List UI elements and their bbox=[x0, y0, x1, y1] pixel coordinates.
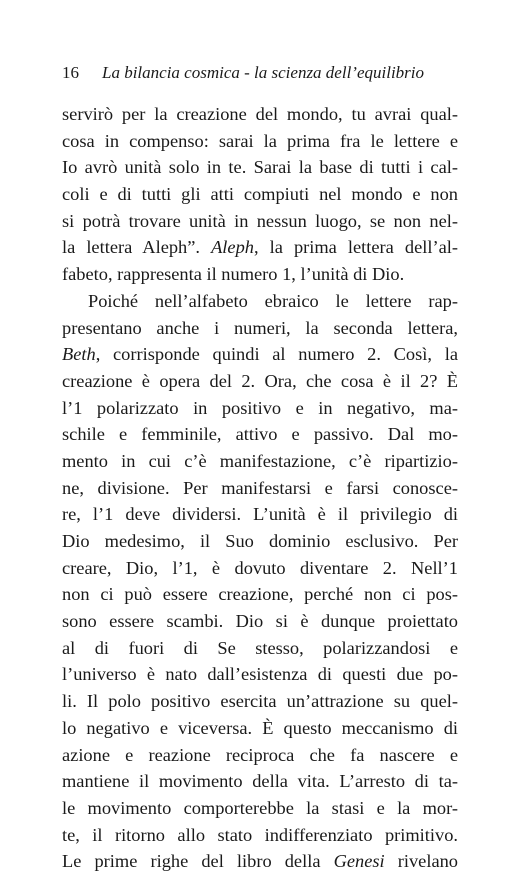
text-line: creazione è opera del 2. Ora, che cosa è il 2? È bbox=[62, 370, 458, 391]
text-line: al di fuori di Se stesso, polarizzandosi e bbox=[62, 637, 458, 658]
body-text bbox=[62, 101, 458, 875]
page-number: 16 bbox=[62, 63, 79, 82]
text-line: Poiché nell’alfabeto ebraico le lettere rap- bbox=[88, 290, 458, 311]
text-line: mantiene il movimento della vita. L’arresto di ta- bbox=[62, 771, 458, 792]
text-line: fabeto, rappresenta il numero 1, l’unità di Dio. bbox=[62, 264, 405, 285]
text-line: te, il ritorno allo stato indifferenziato primitivo. bbox=[62, 824, 458, 845]
text-line: l’1 polarizzato in positivo e in negativo, ma- bbox=[62, 397, 458, 418]
text-line: coli e di tutti gli atti compiuti nel mondo e non bbox=[62, 184, 458, 205]
text-line: creare, Dio, l’1, è dovuto diventare 2. Nell’1 bbox=[62, 557, 458, 578]
text-line: azione e reazione reciproca che fa nascere e bbox=[62, 744, 458, 765]
text-line: non ci può essere creazione, perché non ci pos- bbox=[62, 584, 458, 605]
text-line: Le prime righe del libro della Genesi rivelano bbox=[62, 851, 458, 872]
running-title: La bilancia cosmica - la scienza dell’equilibrio bbox=[102, 63, 425, 82]
text-line: le movimento comporterebbe la stasi e la mor- bbox=[62, 797, 458, 818]
text-line: si potrà trovare unità in nessun luogo, se non nel- bbox=[62, 210, 458, 231]
text-line: schile e femminile, attivo e passivo. Dal mo- bbox=[62, 424, 458, 445]
text-line: sono essere scambi. Dio si è dunque proiettato bbox=[62, 611, 458, 632]
text-line: Io avrò unità solo in te. Sarai la base di tutti i cal- bbox=[62, 157, 458, 178]
running-header bbox=[62, 62, 458, 84]
text-line: l’universo è nato dall’esistenza di questi due po- bbox=[62, 664, 458, 685]
text-line: mento in cui c’è manifestazione, c’è ripartizio- bbox=[62, 450, 458, 471]
text-line: cosa in compenso: sarai la prima fra le lettere e bbox=[62, 130, 458, 151]
text-line: li. Il polo positivo esercita un’attrazione su quel- bbox=[62, 691, 458, 712]
text-line: Beth, corrisponde quindi al numero 2. Così, la bbox=[62, 344, 458, 365]
text-line: la lettera Aleph”. Aleph, la prima lettera dell’al- bbox=[62, 237, 458, 258]
text-line: presentano anche i numeri, la seconda lettera, bbox=[62, 317, 458, 338]
text-line: servirò per la creazione del mondo, tu avrai qual- bbox=[62, 104, 458, 124]
text-line: Dio medesimo, il Suo dominio esclusivo. Per bbox=[62, 531, 458, 551]
text-line: ne, divisione. Per manifestarsi e farsi conosce- bbox=[62, 477, 458, 498]
text-line: lo negativo e viceversa. È questo meccanismo di bbox=[62, 717, 458, 738]
text-line: re, l’1 deve dividersi. L’unità è il privilegio di bbox=[62, 504, 458, 525]
